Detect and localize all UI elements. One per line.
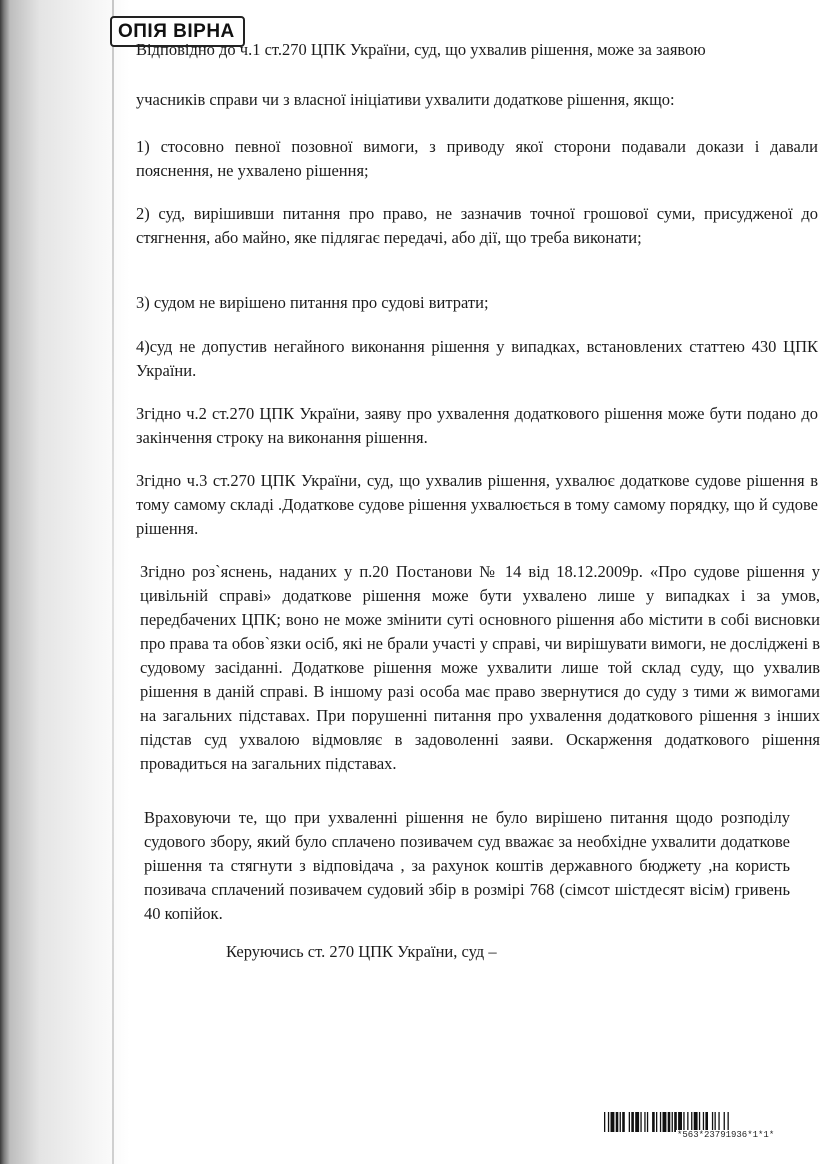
barcode-bar bbox=[703, 1112, 704, 1132]
barcode-caption: *563*23791936*1*1* bbox=[677, 1130, 775, 1140]
paragraph-1-text: 1) стосовно певної позовної вимоги, з приводу якої сторони подавали докази і давали пояснення, не ухвалено рішення; bbox=[136, 137, 818, 180]
barcode-bar bbox=[718, 1112, 719, 1132]
barcode-bar bbox=[629, 1112, 630, 1132]
paragraph-8-text: Враховуючи те, що при ухваленні рішення не було вирішено питання щодо розподілу судового збору, який було сплачено позивачем суд вважає за необхідне ухвалити додаткове рішення та стягнути з відповідача , за рахунок коштів державного бюджету ,на користь позивача сплачений позивачем судовий збір в розмірі 768 (сімсот шістдесят вісім) гривень 40 копійок. bbox=[144, 808, 790, 923]
barcode-bar bbox=[715, 1112, 716, 1132]
barcode-bars bbox=[604, 1112, 820, 1132]
barcode-bar bbox=[635, 1112, 639, 1132]
barcode-bar bbox=[712, 1112, 713, 1132]
barcode-bar bbox=[668, 1112, 671, 1132]
barcode bbox=[604, 1112, 820, 1156]
intro-line-2: учасників справи чи з власної ініціативи ухвалити додаткове рішення, якщо: bbox=[136, 90, 675, 109]
paragraph-3 bbox=[136, 291, 818, 315]
paragraph-4 bbox=[136, 335, 818, 383]
paragraph-8 bbox=[144, 806, 790, 926]
paragraph-3-text: 3) судом не вирішено питання про судові витрати; bbox=[136, 293, 489, 312]
closing-line: Керуючись ст. 270 ЦПК України, суд – bbox=[226, 942, 497, 961]
binding-edge bbox=[112, 0, 114, 1164]
barcode-bar bbox=[672, 1112, 673, 1132]
barcode-bar bbox=[631, 1112, 634, 1132]
barcode-bar bbox=[694, 1112, 698, 1132]
barcode-bar bbox=[678, 1112, 682, 1132]
paragraph-6-text: Згідно ч.3 ст.270 ЦПК України, суд, що ухвалив рішення, ухвалює додаткове судове рішення в тому самому складі .Додаткове судове рішення ухвалюється в тому самому порядку, що й судове рішення. bbox=[136, 471, 818, 538]
paragraph-2 bbox=[136, 202, 818, 250]
barcode-bar bbox=[652, 1112, 655, 1132]
paragraph-4-text: 4)суд не допустив негайного виконання рішення у випадках, встановлених статтею 430 ЦПК України. bbox=[136, 337, 818, 380]
paragraph-7 bbox=[140, 560, 820, 776]
barcode-bar bbox=[699, 1112, 700, 1132]
paragraph-6 bbox=[136, 469, 818, 541]
barcode-bar bbox=[683, 1112, 684, 1132]
paragraph-2-text: 2) суд, вирішивши питання про право, не зазначив точної грошової суми, присудженої до стягнення, або майно, яке підлягає передачі, або дії, що треба виконати; bbox=[136, 204, 818, 247]
barcode-bar bbox=[647, 1112, 648, 1132]
barcode-bar bbox=[691, 1112, 692, 1132]
barcode-bar bbox=[724, 1112, 725, 1132]
paragraph-5 bbox=[136, 402, 818, 450]
barcode-bar bbox=[728, 1112, 729, 1132]
barcode-bar bbox=[674, 1112, 677, 1132]
barcode-bar bbox=[620, 1112, 621, 1132]
copy-certified-stamp: ОПІЯ ВІРНА bbox=[110, 16, 245, 47]
barcode-bar bbox=[660, 1112, 661, 1132]
binding-shadow bbox=[0, 0, 130, 1164]
barcode-bar bbox=[644, 1112, 645, 1132]
barcode-bar bbox=[608, 1112, 609, 1132]
paragraph-1 bbox=[136, 135, 818, 183]
barcode-bar bbox=[616, 1112, 619, 1132]
barcode-bar bbox=[663, 1112, 667, 1132]
paragraph-5-text: Згідно ч.2 ст.270 ЦПК України, заяву про ухвалення додаткового рішення може бути подано до закінчення строку на виконання рішення. bbox=[136, 404, 818, 447]
intro-line-1: Відповідно до ч.1 ст.270 ЦПК України, суд, що ухвалив рішення, може за заявою bbox=[136, 40, 706, 59]
barcode-bar bbox=[604, 1112, 605, 1132]
barcode-bar bbox=[622, 1112, 625, 1132]
barcode-bar bbox=[656, 1112, 657, 1132]
paragraph-7-text: Згідно роз`яснень, наданих у п.20 Постанови № 14 від 18.12.2009р. «Про судове рішення у цивільній справі» додаткове рішення може бути ухвалено лише у випадках і за умов, передбачених ЦПК; воно не може змінити суті основного рішення або містити в собі висновки про права та обов`язки осіб, які не брали участі у справі, чи вирішувати вимоги, не досліджені в судовому засіданні. Додаткове рішення може ухвалити лише той склад суду, що ухвалив рішення в даній справі. В іншому разі особа має право звернутися до суду з тими ж вимогами на загальних підставах. При порушенні питання про ухвалення додаткового рішення з інших підстав суд ухвалою відмовляє в задоволенні заяви. Оскарження додаткового рішення провадиться на загальних підставах. bbox=[140, 562, 820, 773]
barcode-bar bbox=[640, 1112, 641, 1132]
barcode-bar bbox=[611, 1112, 615, 1132]
barcode-bar bbox=[705, 1112, 708, 1132]
barcode-bar bbox=[687, 1112, 688, 1132]
